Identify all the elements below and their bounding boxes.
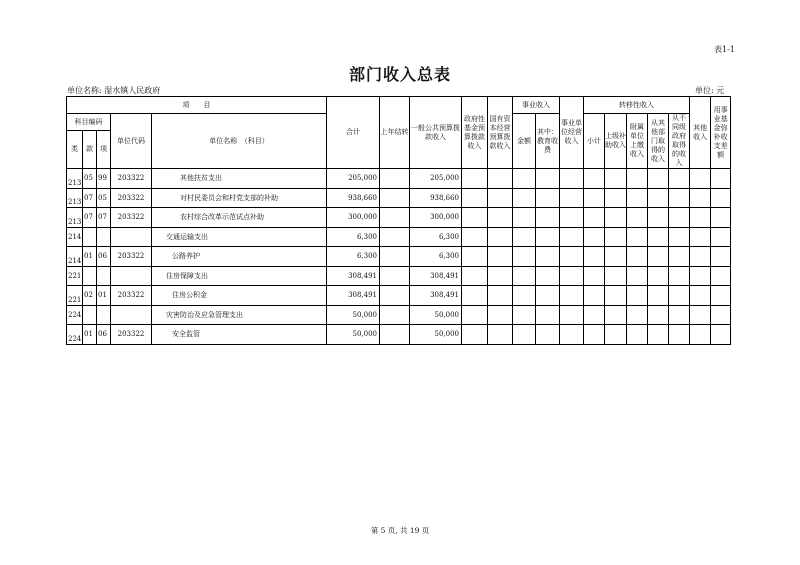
cell-empty: [560, 325, 584, 345]
cell-empty: [690, 169, 711, 189]
cell-total: 6,300: [327, 227, 380, 247]
cell-empty: [513, 286, 536, 306]
cell-lei: 224: [67, 305, 83, 325]
cell-empty: [513, 188, 536, 208]
cell-xiang: 05: [97, 188, 111, 208]
cell-empty: [711, 266, 731, 286]
cell-empty: [648, 208, 669, 228]
cell-empty: [488, 247, 513, 267]
cell-kuan: 01: [83, 247, 97, 267]
cell-empty: [488, 208, 513, 228]
cell-general-budget: 308,491: [410, 266, 462, 286]
cell-empty: [462, 305, 488, 325]
sheet-number: 表1-1: [714, 45, 735, 54]
cell-carryover: [380, 188, 410, 208]
cell-carryover: [380, 247, 410, 267]
cell-empty: [605, 169, 627, 189]
table-row: [67, 227, 731, 247]
cell-empty: [690, 188, 711, 208]
cell-empty: [669, 247, 690, 267]
cell-empty: [669, 169, 690, 189]
cell-empty: [488, 325, 513, 345]
cell-total: 50,000: [327, 305, 380, 325]
cell-carryover: [380, 305, 410, 325]
cell-empty: [513, 305, 536, 325]
cell-empty: [462, 227, 488, 247]
cell-xiang: 99: [97, 169, 111, 189]
cell-empty: [690, 286, 711, 306]
cell-empty: [536, 305, 560, 325]
cell-xiang: 07: [97, 208, 111, 228]
header-unit-code: 单位代码: [111, 114, 152, 169]
cell-empty: [711, 169, 731, 189]
cell-empty: [536, 208, 560, 228]
cell-lei: 213: [67, 188, 83, 208]
cell-empty: [669, 286, 690, 306]
cell-carryover: [380, 286, 410, 306]
header-subtotal: 小计: [584, 114, 605, 169]
header-other-level: 从不同级政府取得的收入: [669, 114, 690, 169]
cell-lei: 221: [67, 266, 83, 286]
header-unit-name: 单位名称 （科目）: [152, 114, 327, 169]
cell-empty: [648, 305, 669, 325]
header-affiliate-upload: 附属单位上缴收入: [627, 114, 648, 169]
cell-general-budget: 300,000: [410, 208, 462, 228]
cell-empty: [690, 266, 711, 286]
cell-empty: [627, 286, 648, 306]
cell-empty: [536, 247, 560, 267]
currency-unit: 单位: 元: [695, 86, 725, 95]
cell-empty: [648, 325, 669, 345]
header-lei: 类: [67, 130, 83, 169]
cell-xiang: 06: [97, 325, 111, 345]
cell-empty: [669, 325, 690, 345]
cell-empty: [584, 305, 605, 325]
header-amount: 金额: [513, 114, 536, 169]
cell-empty: [648, 227, 669, 247]
cell-empty: [627, 266, 648, 286]
cell-empty: [584, 169, 605, 189]
cell-empty: [711, 286, 731, 306]
cell-kuan: 05: [83, 169, 97, 189]
cell-empty: [627, 208, 648, 228]
cell-empty: [488, 227, 513, 247]
cell-empty: [584, 208, 605, 228]
cell-empty: [488, 188, 513, 208]
cell-empty: [669, 227, 690, 247]
cell-kuan: 02: [83, 286, 97, 306]
cell-carryover: [380, 325, 410, 345]
cell-empty: [560, 227, 584, 247]
cell-total: 205,000: [327, 169, 380, 189]
cell-empty: [711, 305, 731, 325]
cell-empty: [648, 286, 669, 306]
cell-empty: [488, 286, 513, 306]
cell-unit-code: 203322: [111, 247, 152, 267]
cell-general-budget: 6,300: [410, 247, 462, 267]
cell-empty: [584, 325, 605, 345]
cell-carryover: [380, 169, 410, 189]
cell-general-budget: 6,300: [410, 227, 462, 247]
cell-empty: [690, 305, 711, 325]
cell-kuan: [83, 227, 97, 247]
cell-empty: [605, 286, 627, 306]
header-general-budget: 一般公共预算拨款收入: [410, 97, 462, 169]
cell-general-budget: 938,660: [410, 188, 462, 208]
table-row: [67, 286, 731, 306]
cell-empty: [648, 188, 669, 208]
cell-xiang: [97, 266, 111, 286]
cell-empty: [648, 247, 669, 267]
cell-empty: [560, 169, 584, 189]
cell-unit-code: 203322: [111, 208, 152, 228]
cell-empty: [536, 286, 560, 306]
cell-empty: [605, 266, 627, 286]
cell-empty: [690, 325, 711, 345]
cell-empty: [584, 266, 605, 286]
cell-unit-name: 公路养护: [152, 247, 327, 267]
cell-carryover: [380, 266, 410, 286]
cell-empty: [627, 169, 648, 189]
header-transfer: 转移性收入: [584, 97, 690, 114]
cell-unit-name: 对村民委员会和村党支部的补助: [152, 188, 327, 208]
cell-total: 308,491: [327, 286, 380, 306]
cell-empty: [627, 325, 648, 345]
cell-empty: [513, 325, 536, 345]
cell-empty: [462, 208, 488, 228]
header-other-dept: 从其他部门取得的收入: [648, 114, 669, 169]
cell-unit-name: 灾害防治及应急管理支出: [152, 305, 327, 325]
cell-empty: [627, 305, 648, 325]
cell-empty: [560, 208, 584, 228]
table-row: [67, 169, 731, 189]
cell-empty: [536, 266, 560, 286]
cell-empty: [462, 169, 488, 189]
cell-unit-code: [111, 305, 152, 325]
cell-empty: [605, 227, 627, 247]
cell-empty: [605, 325, 627, 345]
cell-lei: 224: [67, 325, 83, 345]
cell-unit-name: 交通运输支出: [152, 227, 327, 247]
table-header: [67, 97, 731, 169]
cell-lei: 214: [67, 227, 83, 247]
cell-empty: [462, 188, 488, 208]
cell-empty: [513, 208, 536, 228]
cell-empty: [462, 266, 488, 286]
cell-empty: [627, 247, 648, 267]
cell-empty: [648, 169, 669, 189]
cell-lei: 213: [67, 208, 83, 228]
cell-kuan: 01: [83, 325, 97, 345]
cell-empty: [560, 247, 584, 267]
cell-empty: [711, 227, 731, 247]
cell-empty: [690, 208, 711, 228]
cell-kuan: [83, 266, 97, 286]
cell-carryover: [380, 208, 410, 228]
cell-empty: [648, 266, 669, 286]
cell-empty: [536, 227, 560, 247]
cell-empty: [584, 227, 605, 247]
cell-xiang: [97, 305, 111, 325]
cell-unit-name: 其他扶贫支出: [152, 169, 327, 189]
header-xiang: 项: [97, 130, 111, 169]
income-table: [66, 96, 731, 345]
table-row: [67, 325, 731, 345]
header-career-fund: 用事业基金弥补收支差额: [711, 97, 731, 169]
cell-empty: [584, 188, 605, 208]
cell-empty: [605, 305, 627, 325]
cell-carryover: [380, 227, 410, 247]
header-biz-income: 事业单位经营收入: [560, 97, 584, 169]
cell-lei: 221: [67, 286, 83, 306]
cell-empty: [560, 286, 584, 306]
cell-unit-code: 203322: [111, 325, 152, 345]
cell-lei: 214: [67, 247, 83, 267]
cell-kuan: [83, 305, 97, 325]
cell-unit-name: 农村综合改革示范试点补助: [152, 208, 327, 228]
cell-empty: [513, 247, 536, 267]
cell-total: 6,300: [327, 247, 380, 267]
cell-unit-code: 203322: [111, 169, 152, 189]
header-upper-subsidy: 上级补助收入: [605, 114, 627, 169]
page-footer: 第 5 页, 共 19 页: [370, 526, 430, 535]
header-other-income: 其他收入: [690, 97, 711, 169]
cell-kuan: 07: [83, 208, 97, 228]
cell-empty: [584, 286, 605, 306]
header-state-capital: 国有资本经营预算拨款收入: [488, 97, 513, 169]
cell-xiang: 06: [97, 247, 111, 267]
cell-unit-code: [111, 227, 152, 247]
cell-empty: [669, 188, 690, 208]
header-carryover: 上年结转: [380, 97, 410, 169]
cell-empty: [627, 227, 648, 247]
cell-unit-name: 安全监管: [152, 325, 327, 345]
cell-empty: [560, 188, 584, 208]
unit-name: 单位名称: 湿水镇人民政府: [67, 86, 161, 95]
cell-empty: [669, 208, 690, 228]
cell-empty: [488, 305, 513, 325]
cell-total: 308,491: [327, 266, 380, 286]
cell-general-budget: 308,491: [410, 286, 462, 306]
cell-empty: [462, 286, 488, 306]
cell-empty: [627, 188, 648, 208]
cell-lei: 213: [67, 169, 83, 189]
header-kuan: 款: [83, 130, 97, 169]
header-gov-fund: 政府性基金预算拨款收入: [462, 97, 488, 169]
cell-total: 938,660: [327, 188, 380, 208]
table-row: [67, 305, 731, 325]
cell-general-budget: 50,000: [410, 325, 462, 345]
cell-empty: [488, 266, 513, 286]
cell-empty: [584, 247, 605, 267]
cell-empty: [711, 325, 731, 345]
cell-unit-code: [111, 266, 152, 286]
cell-empty: [605, 247, 627, 267]
header-subject-code: 科目编码: [67, 114, 111, 131]
cell-general-budget: 50,000: [410, 305, 462, 325]
cell-empty: [669, 266, 690, 286]
cell-empty: [690, 247, 711, 267]
header-career-income: 事业收入: [513, 97, 560, 114]
table-row: [67, 188, 731, 208]
cell-total: 50,000: [327, 325, 380, 345]
cell-empty: [536, 325, 560, 345]
cell-kuan: 07: [83, 188, 97, 208]
table-row: [67, 266, 731, 286]
cell-empty: [560, 266, 584, 286]
cell-empty: [711, 208, 731, 228]
cell-empty: [690, 227, 711, 247]
table-row: [67, 208, 731, 228]
cell-empty: [513, 266, 536, 286]
cell-unit-name: 住房保障支出: [152, 266, 327, 286]
cell-empty: [536, 169, 560, 189]
cell-unit-code: 203322: [111, 286, 152, 306]
cell-empty: [711, 188, 731, 208]
cell-empty: [488, 169, 513, 189]
cell-empty: [513, 169, 536, 189]
cell-empty: [536, 188, 560, 208]
cell-unit-code: 203322: [111, 188, 152, 208]
cell-empty: [605, 208, 627, 228]
cell-empty: [669, 305, 690, 325]
header-edu-fee: 其中：教育收费: [536, 114, 560, 169]
cell-empty: [462, 247, 488, 267]
cell-empty: [605, 188, 627, 208]
cell-general-budget: 205,000: [410, 169, 462, 189]
cell-empty: [513, 227, 536, 247]
cell-unit-name: 住房公积金: [152, 286, 327, 306]
cell-empty: [560, 305, 584, 325]
cell-xiang: 01: [97, 286, 111, 306]
table-row: [67, 247, 731, 267]
header-total: 合计: [327, 97, 380, 169]
cell-empty: [462, 325, 488, 345]
cell-xiang: [97, 227, 111, 247]
cell-total: 300,000: [327, 208, 380, 228]
cell-empty: [711, 247, 731, 267]
header-item: 项 目: [67, 97, 327, 114]
page-title: 部门收入总表: [348, 65, 451, 84]
table-body: [67, 169, 731, 345]
